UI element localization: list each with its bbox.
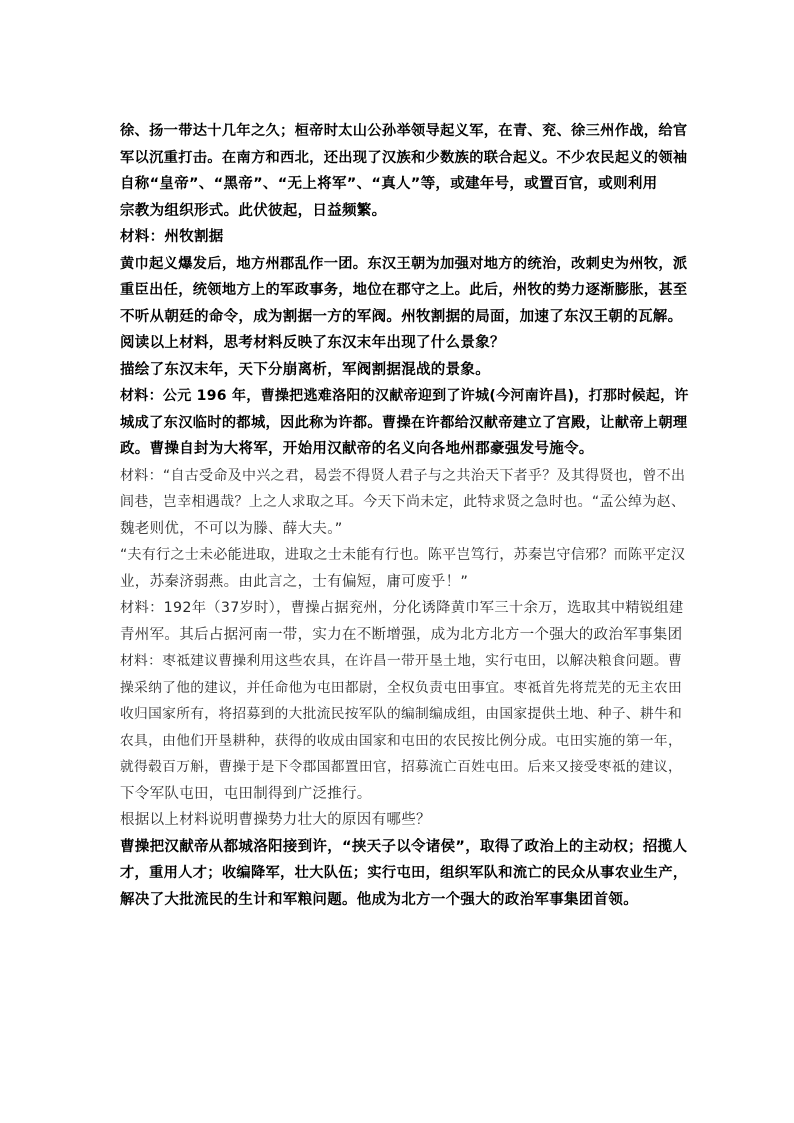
text-line: 军以沉重打击。在南方和西北，还出现了汉族和少数族的联合起义。不少农民起义的领袖	[120, 149, 688, 166]
question-line: 根据以上材料说明曹操势力壮大的原因有哪些？	[120, 812, 431, 828]
text-line: 下令军队屯田，屯田制得到广泛推行。	[120, 785, 372, 802]
text-line: 政。曹操自封为大将军，开始用汉献帝的名义向各地州郡豪强发号施令。	[120, 441, 594, 457]
document-page	[120, 118, 690, 913]
text-line: 操采纳了他的建议，并任命他为屯田都尉，全权负责屯田事宜。枣祗首先将荒芜的无主农田	[120, 679, 683, 696]
text-line: 黄巾起义爆发后，地方州郡乱作一团。东汉王朝为加强对地方的统治，改刺史为州牧，派	[120, 255, 688, 272]
question-line: 阅读以上材料，思考材料反映了东汉末年出现了什么景象？	[120, 335, 505, 351]
answer-line: 描绘了东汉末年，天下分崩离析，军阀割据混战的景象。	[120, 361, 490, 378]
paragraph-zhoumu	[120, 251, 690, 331]
text-line: 就得毂百万斛，曹操于是下令郡国都置田官，招募流亡百姓屯田。后来又接受枣祗的建议，	[120, 759, 683, 775]
text-line: 城成了东汉临时的都城，因此称为许都。曹操在许都给汉献帝建立了宫殿，让献帝上朝理	[120, 414, 688, 431]
text-line: 农具，由他们开垦耕种，获得的收成由国家和屯田的农民按比例分成。屯田实施的第一年，	[120, 732, 683, 749]
answer-line: 曹操把汉献帝从都城洛阳接到许，“挟天子以令诸侯”，取得了政治上的主动权；招揽人	[120, 838, 688, 855]
paragraph-quote	[120, 542, 690, 595]
text-line: 业，苏秦济弱燕。由此言之，士有偏短，庸可废乎！”	[120, 573, 469, 590]
text-line: 青州军。其后占据河南一带，实力在不断增强，成为北方北方一个强大的政治军事集团	[120, 626, 683, 643]
text-line: 收归国家所有，将招募到的大批流民按军队的编制编成组，由国家提供土地、种子、耕牛和	[120, 706, 683, 722]
paragraph-uprisings	[120, 118, 690, 224]
text-line: 材料：公元 196 年，曹操把逃难洛阳的汉献帝迎到了许城(今河南许昌)，打那时候起，许	[120, 388, 689, 404]
text-line: 魏老则优，不可以为滕、薛大夫。”	[120, 520, 343, 537]
text-line: 重臣出任，统领地方上的军政事务，地位在郡守之上。此后，州牧的势力逐渐膨胀，甚至	[120, 282, 688, 298]
text-line: 不听从朝廷的命令，成为割据一方的军阀。州牧割据的局面，加速了东汉王朝的瓦解。	[120, 308, 683, 325]
answer-line: 才，重用人才；收编降军，壮大队伍；实行屯田，组织军队和流亡的民众从事农业生产，	[120, 865, 688, 881]
text-line: 材料：“自古受命及中兴之君，曷尝不得贤人君子与之共治天下者乎？及其得贤也，曾不出	[120, 467, 686, 484]
paragraph-tuntian	[120, 648, 690, 807]
text-line: 材料：枣祗建议曹操利用这些农具，在许昌一带开垦土地，实行屯田，以解决粮食问题。曹	[120, 653, 683, 669]
paragraph-xuchang	[120, 383, 690, 463]
paragraph-qingzhou-army	[120, 595, 690, 648]
text-line: “夫有行之士未必能进取，进取之士未能有行也。陈平岂笃行，苏秦岂守信邪？而陈平定汉	[120, 547, 686, 563]
paragraph-answer-1	[120, 357, 690, 384]
paragraph-material-title	[120, 224, 690, 251]
paragraph-question-2	[120, 807, 690, 834]
paragraph-qiuxian-ling	[120, 463, 690, 543]
heading-line: 材料：州牧割据	[120, 229, 224, 245]
text-line: 自称“皇帝”、“黑帝”、“无上将军”、“真人”等，或建年号，或置百官，或则利用	[120, 176, 658, 192]
text-line: 材料：192年（37岁时），曹操占据兖州，分化诱降黄巾军三十余万，选取其中精锐组建	[120, 600, 684, 616]
text-line: 徐、扬一带达十几年之久；桓帝时太山公孙举领导起义军，在青、兖、徐三州作战，给官	[120, 123, 688, 139]
paragraph-answer-2	[120, 834, 690, 914]
text-line: 闾巷，岂幸相遇哉？上之人求取之耳。今天下尚未定，此特求贤之急时也。“孟公绰为赵、	[120, 494, 686, 510]
text-line: 宗教为组织形式。此伏彼起，日益频繁。	[120, 202, 387, 219]
answer-line: 解决了大批流民的生计和军粮问题。他成为北方一个强大的政治军事集团首领。	[120, 891, 638, 908]
paragraph-question-1	[120, 330, 690, 357]
